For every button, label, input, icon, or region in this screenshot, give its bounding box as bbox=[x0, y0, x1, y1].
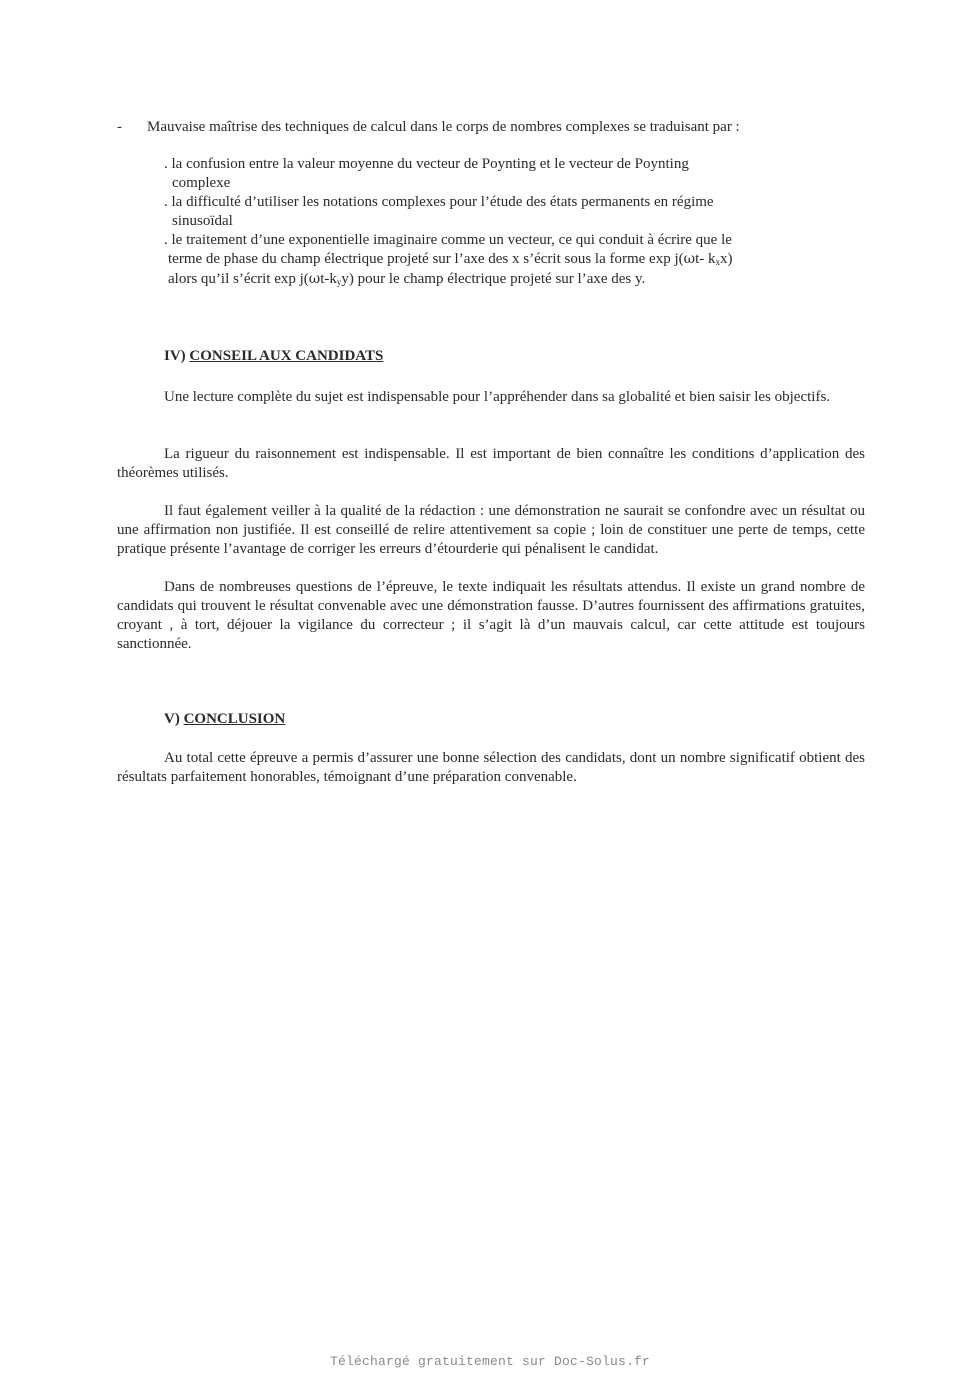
item-1-line-1: . la confusion entre la valeur moyenne du vecteur de Poynting et le vecteur de Poynting bbox=[164, 156, 689, 172]
section-4-number: IV) bbox=[164, 348, 186, 364]
section-4-title: CONSEIL AUX CANDIDATS bbox=[189, 348, 384, 364]
section-5-paragraph-1: Au total cette épreuve a permis d’assurer une bonne sélection des candidats, dont un nombre significatif obtient des résultats parfaitement honorables, témoignant d’une préparation convenable. bbox=[117, 750, 865, 785]
section-5-heading bbox=[164, 710, 285, 729]
item-3-line-1: . le traitement d’une exponentielle imaginaire comme un vecteur, ce qui conduit à écrire que le bbox=[164, 232, 732, 248]
item-3-line-3: alors qu’il s’écrit $\exp j(\omega t-k_yy)$ pour le champ électrique projeté sur l’axe des y. bbox=[168, 271, 646, 287]
section-4-paragraph-1: Une lecture complète du sujet est indispensable pour l’appréhender dans sa globalité et bien saisir les objectifs. bbox=[164, 389, 831, 405]
item-2-line-2: sinusoïdal bbox=[172, 213, 233, 229]
section-4-paragraph-3: Il faut également veiller à la qualité de la rédaction : une démonstration ne saurait se confondre avec un résultat ou une affirmation non justifiée. Il est conseillé de relire attentivement sa copie ; loin de constituer une perte de temps, cette pratique présente l’avantage de corriger les erreurs d’étourderie qui pénalisent le candidat. bbox=[117, 503, 865, 557]
footer-watermark: Téléchargé gratuitement sur Doc-Solus.fr bbox=[329, 1354, 651, 1369]
section-5-number: V) bbox=[164, 711, 180, 727]
section-4-paragraph-2: La rigueur du raisonnement est indispensable. Il est important de bien connaître les conditions d’application des théorèmes utilisés. bbox=[117, 446, 865, 481]
omega-symbol: ω bbox=[683, 251, 696, 267]
item-3-line-2: terme de phase du champ électrique projeté sur l’axe des x s’écrit sous la forme exp j(ωt- $k_xx$) bbox=[168, 251, 733, 267]
section-5-title: CONCLUSION bbox=[183, 711, 286, 727]
omega-symbol: ω bbox=[308, 271, 321, 287]
intro-text: Mauvaise maîtrise des techniques de calcul dans le corps de nombres complexes se traduisant par : bbox=[147, 119, 740, 135]
section-4-heading bbox=[164, 347, 383, 366]
item-1-line-2: complexe bbox=[172, 175, 231, 191]
list-dash: - bbox=[117, 119, 122, 135]
item-2-line-1: . la difficulté d’utiliser les notations complexes pour l’étude des états permanents en régime bbox=[164, 194, 714, 210]
section-4-paragraph-4: Dans de nombreuses questions de l’épreuve, le texte indiquait les résultats attendus. Il existe un grand nombre de candidats qui trouvent le résultat convenable avec une démonstration fausse. D’autres fournissent des affirmations gratuites, croyant , à tort, déjouer la vigilance du correcteur ; il s’agit là d’un mauvais calcul, car cette attitude est toujours sanctionnée. bbox=[117, 579, 865, 652]
